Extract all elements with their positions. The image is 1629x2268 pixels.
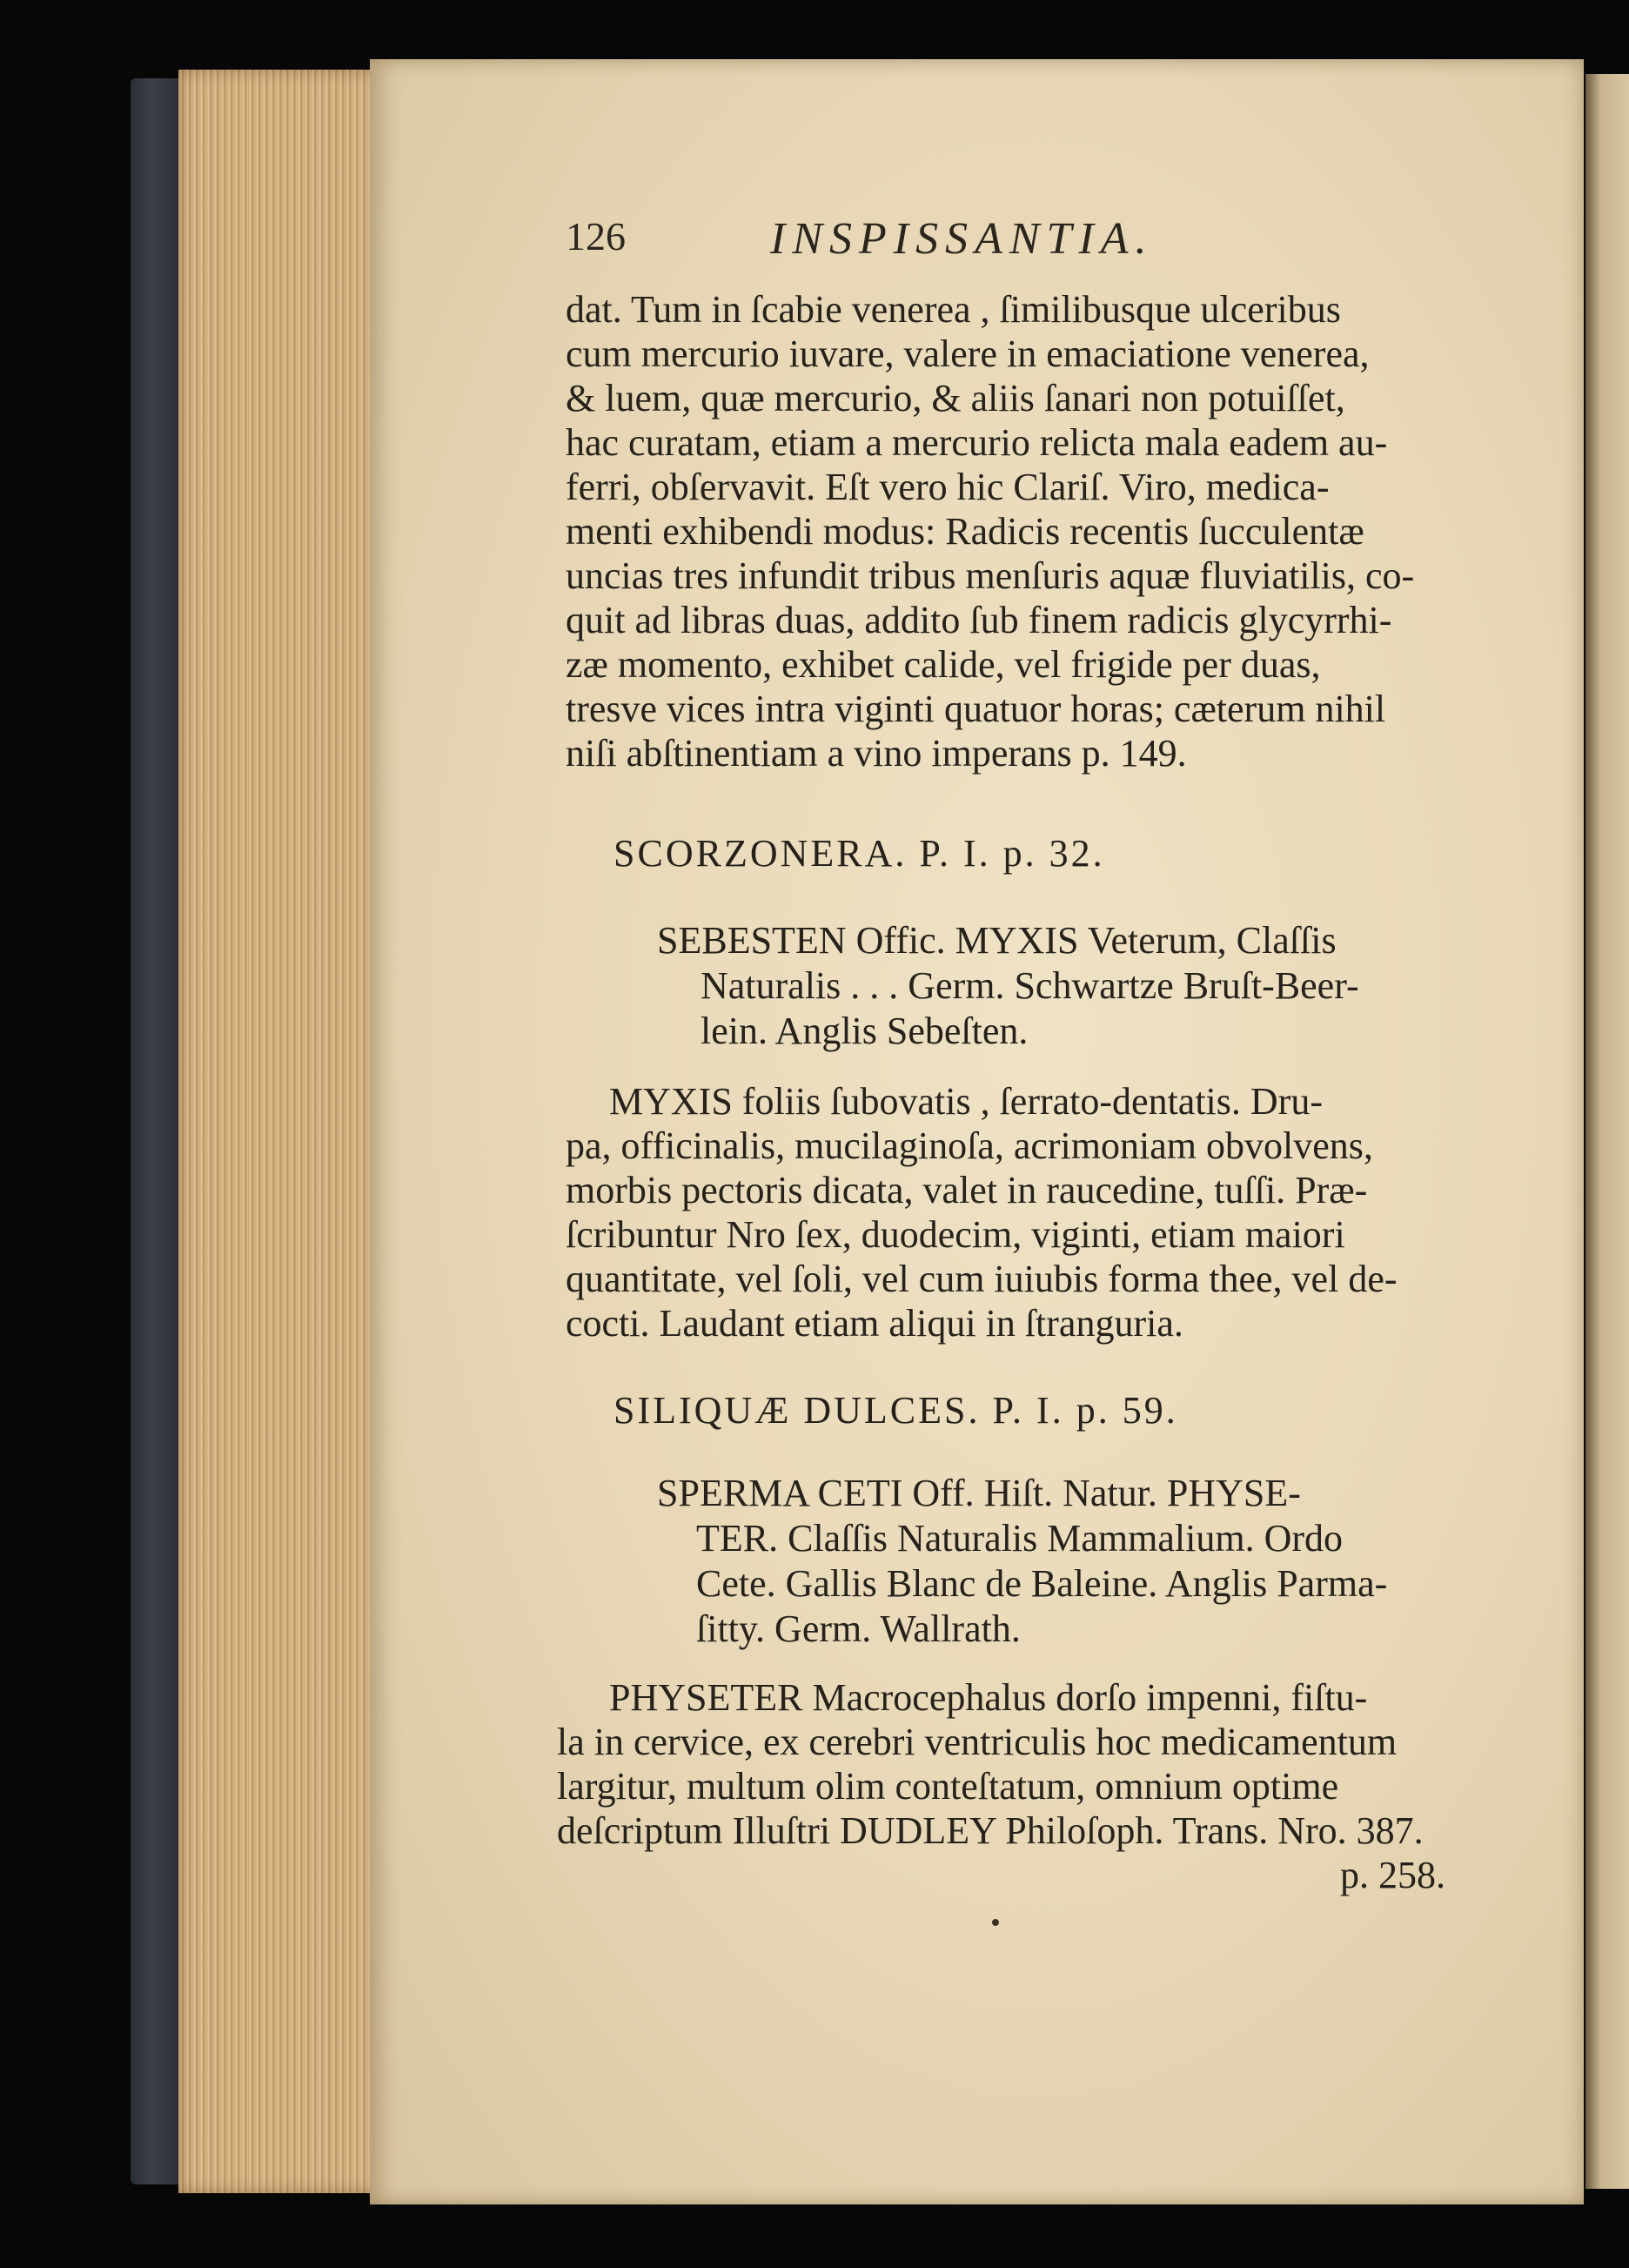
text-line: & luem, quæ mercurio, & aliis ſanari non potuiſſet, [566, 377, 1345, 419]
text-line: lein. Anglis Sebeſten. [701, 1010, 1029, 1052]
text-line: cocti. Laudant etiam aliqui in ſtranguria. [566, 1302, 1183, 1345]
text-line: ferri, obſervavit. Eſt vero hic Clariſ. Viro, medica- [566, 466, 1330, 508]
text-line: Naturalis . . . Germ. Schwartze Bruſt-Beer- [701, 964, 1359, 1007]
text-line: ſitty. Germ. Wallrath. [696, 1607, 1021, 1650]
paragraph-myxis [566, 1079, 1398, 1345]
entry-sperma-ceti [657, 1471, 1387, 1652]
entry-sebesten [657, 918, 1359, 1054]
entry-scorzonera: SCORZONERA. P. I. p. 32. [613, 832, 1105, 875]
facing-page-edge [1585, 74, 1629, 2189]
text-line: tresve vices intra viginti quatuor horas; cæterum nihil [566, 688, 1386, 730]
text-line: niſi abſtinentiam a vino imperans p. 149. [566, 732, 1187, 775]
text-line: quantitate, vel ſoli, vel cum iuiubis forma thee, vel de- [566, 1258, 1398, 1300]
running-title: INSPISSANTIA. [770, 214, 1154, 264]
text-line: dat. Tum in ſcabie venerea , ſimilibusque ulceribus [566, 288, 1341, 331]
text-line: cum mercurio iuvare, valere in emaciatione venerea, [566, 332, 1370, 375]
text-line: hac curatam, etiam a mercurio relicta mala eadem au- [566, 421, 1388, 464]
text-line: morbis pectoris dicata, valet in raucedine, tuſſi. Præ- [566, 1169, 1368, 1211]
paragraph-1 [566, 287, 1414, 775]
text-line: TER. Claſſis Naturalis Mammalium. Ordo [696, 1517, 1344, 1560]
ink-dot [992, 1919, 999, 1926]
text-line: p. 258. [1340, 1854, 1445, 1896]
text-line: SPERMA CETI Off. Hiſt. Natur. PHYSE- [657, 1472, 1301, 1514]
text-line: Cete. Gallis Blanc de Baleine. Anglis Parma- [696, 1562, 1388, 1605]
entry-siliquae-dulces: SILIQUÆ DULCES. P. I. p. 59. [613, 1389, 1178, 1432]
text-line: deſcriptum Illuſtri DUDLEY Philoſoph. Trans. Nro. 387. [557, 1809, 1424, 1852]
text-line: menti exhibendi modus: Radicis recentis ſucculentæ [566, 510, 1364, 553]
text-line: quit ad libras duas, addito ſub finem radicis glycyrrhi- [566, 599, 1392, 641]
text-line: pa, officinalis, mucilaginoſa, acrimoniam obvolvens, [566, 1124, 1373, 1167]
text-line: uncias tres infundit tribus menſuris aquæ fluviatilis, co- [566, 554, 1415, 597]
text-line: SEBESTEN Offic. MYXIS Veterum, Claſſis [657, 919, 1337, 962]
text-line: MYXIS foliis ſubovatis , ſerrato-dentatis. Dru- [609, 1080, 1323, 1123]
text-line: la in cervice, ex cerebri ventriculis hoc medicamentum [557, 1721, 1398, 1763]
page-fore-edge [178, 70, 379, 2193]
text-line: largitur, multum olim conteſtatum, omnium optime [557, 1765, 1339, 1808]
book-cover-edge [131, 78, 183, 2184]
text-line: ſcribuntur Nro ſex, duodecim, viginti, etiam maiori [566, 1213, 1345, 1256]
paragraph-physeter [557, 1675, 1445, 1897]
text-line: PHYSETER Macrocephalus dorſo impenni, fiſtu- [609, 1676, 1368, 1719]
text-line: zæ momento, exhibet calide, vel frigide per duas, [566, 643, 1321, 686]
page-number: 126 [566, 214, 626, 258]
